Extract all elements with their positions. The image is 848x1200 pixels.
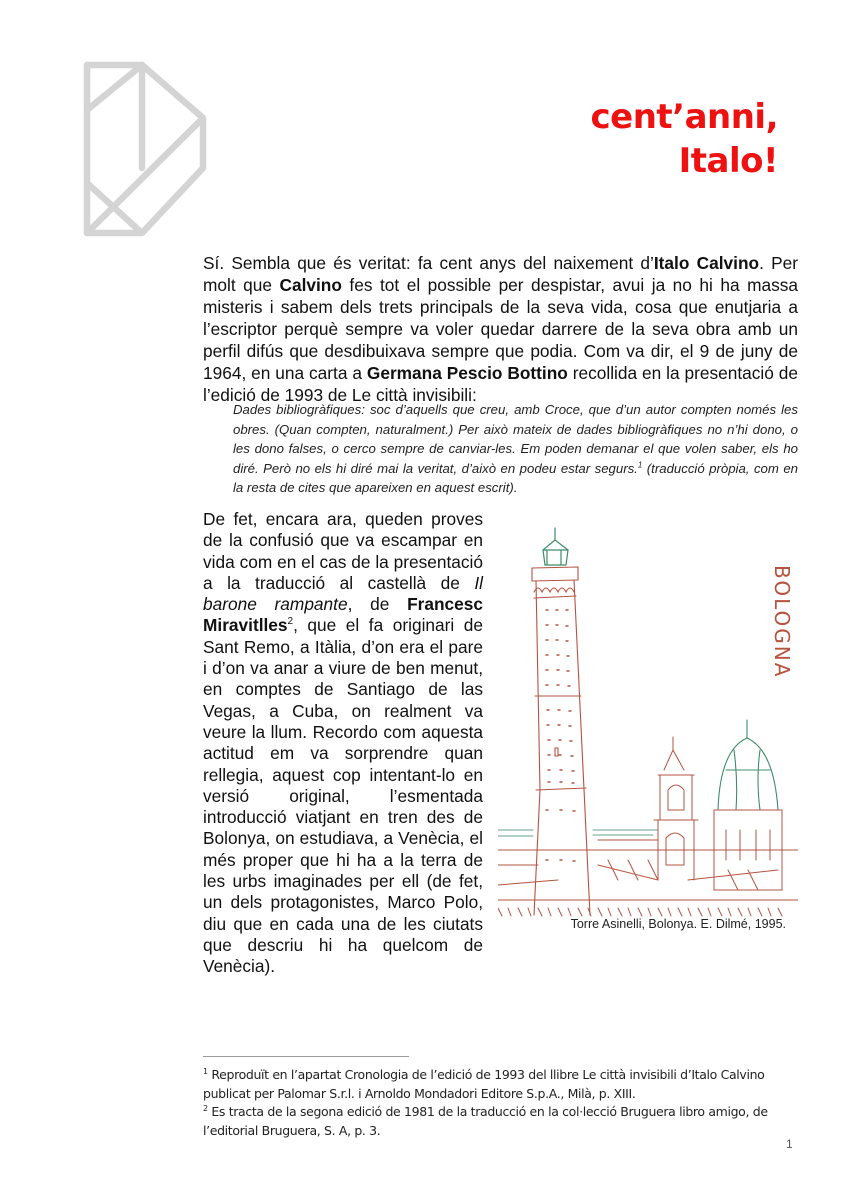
bell-tower bbox=[654, 737, 698, 880]
block-quote bbox=[233, 400, 798, 498]
name-francesc-miravitlles: Francesc Miravitlles bbox=[203, 594, 483, 636]
footnote-text: Es tracta de la segona edició de 1981 de la traducció en la col·lecció Bruguera libro amigo, de l’editorial Bruguera, S. A, p. 3. bbox=[203, 1104, 768, 1138]
footnote-number: 1 bbox=[203, 1066, 208, 1076]
title-line-2: Italo! bbox=[678, 141, 778, 181]
image-caption: Torre Asinelli, Bolonya. E. Dilmé, 1995. bbox=[570, 917, 786, 931]
footnote-text: Reproduït en l’apartat Cronologia de l’edició de 1993 del llibre Le città invisibili d’Italo Calvino publicat per Palomar S.r.l. i Arnoldo Mondadori Editore S.p.A., Milà, p. XIII. bbox=[203, 1067, 765, 1101]
text: , que el fa originari de Sant Remo, a Itàlia, d’on era el pare i d’on va anar a viure de ben menut, en comptes de Santiago de las Vegas, a Cuba, on realment va veure la llum. Recordo com aquesta actitud em va sorprendre quan rellegia, aquest cop intentant-lo en versió original, l’esmentada introducció viatjant en tren des de Bolonya, on estudiava, a Venècia, el més proper que hi ha a la terra de les urbs imaginades per ell (de fet, un dels protagonistes, Marco Polo, diu que en cada una de les ciutats que descriu hi ha quelcom de Venècia). bbox=[203, 615, 483, 977]
text: Sí. Sembla que és veritat: fa cent anys del naixement d’ bbox=[203, 253, 654, 273]
quote-text: Dades bibliogràfiques: soc d’aquells que creu, amb Croce, que d’un autor compten només les obres. (Quan compten, naturalment.) Per això mateix de dades bibliogràfiques no n’hi dono, o les dono falses, o cerco sempre de canviar-les. Em poden demanar el que volen saber, els ho diré. Però no els hi diré mai la veritat, d’això en podeu estar segurs. bbox=[233, 402, 798, 476]
bologna-sketch-image bbox=[498, 520, 798, 920]
text: recollida en la presentació de l’edició de 1993 de Le città invisibili: bbox=[203, 363, 799, 405]
page-number: 1 bbox=[786, 1137, 793, 1151]
footnote-ref-1[interactable]: 1 bbox=[637, 460, 643, 470]
name-italo-calvino: Italo Calvino bbox=[653, 253, 760, 273]
tower-lantern bbox=[543, 528, 568, 565]
footnote-number: 2 bbox=[203, 1103, 208, 1113]
title-line-1: cent’anni, bbox=[590, 97, 778, 137]
book-title: Il barone rampante bbox=[203, 572, 483, 615]
text: . Per molt que bbox=[203, 253, 798, 295]
body-paragraph bbox=[203, 509, 483, 978]
footnote-2 bbox=[203, 1103, 793, 1140]
asinelli-tower bbox=[532, 567, 590, 915]
bologna-sketch-label: BOLOGNA bbox=[770, 565, 794, 679]
logo-icon bbox=[80, 58, 215, 250]
footnotes bbox=[203, 1066, 793, 1140]
footnote-1 bbox=[203, 1066, 793, 1103]
intro-paragraph bbox=[203, 252, 798, 406]
page-title bbox=[590, 95, 778, 183]
name-calvino: Calvino bbox=[279, 275, 342, 295]
text: fes tot el possible per despistar, avui ja no hi ha massa misteris i sabem dels trets principals de la seva vida, cosa que enutjaria a l’escriptor perquè sempre va voler quedar darrere de la seva obra amb un perfil difús que desdibuixava sempre que podia. Com va dir, el 9 de juny de 1964, en una carta a bbox=[203, 275, 798, 383]
text: De fet, encara ara, queden proves de la confusió que va escampar en vida com en el cas de la presentació a la traducció al castellà de bbox=[203, 509, 483, 593]
dome bbox=[718, 720, 778, 810]
text: , de bbox=[347, 594, 408, 615]
footnote-divider bbox=[203, 1056, 409, 1057]
name-germana-pescio-bottino: Germana Pescio Bottino bbox=[366, 363, 568, 383]
quote-tail: (traducció pròpia, com en la resta de cites que apareixen en aquest escrit). bbox=[233, 460, 798, 495]
footnote-ref-2[interactable]: 2 bbox=[287, 616, 294, 628]
